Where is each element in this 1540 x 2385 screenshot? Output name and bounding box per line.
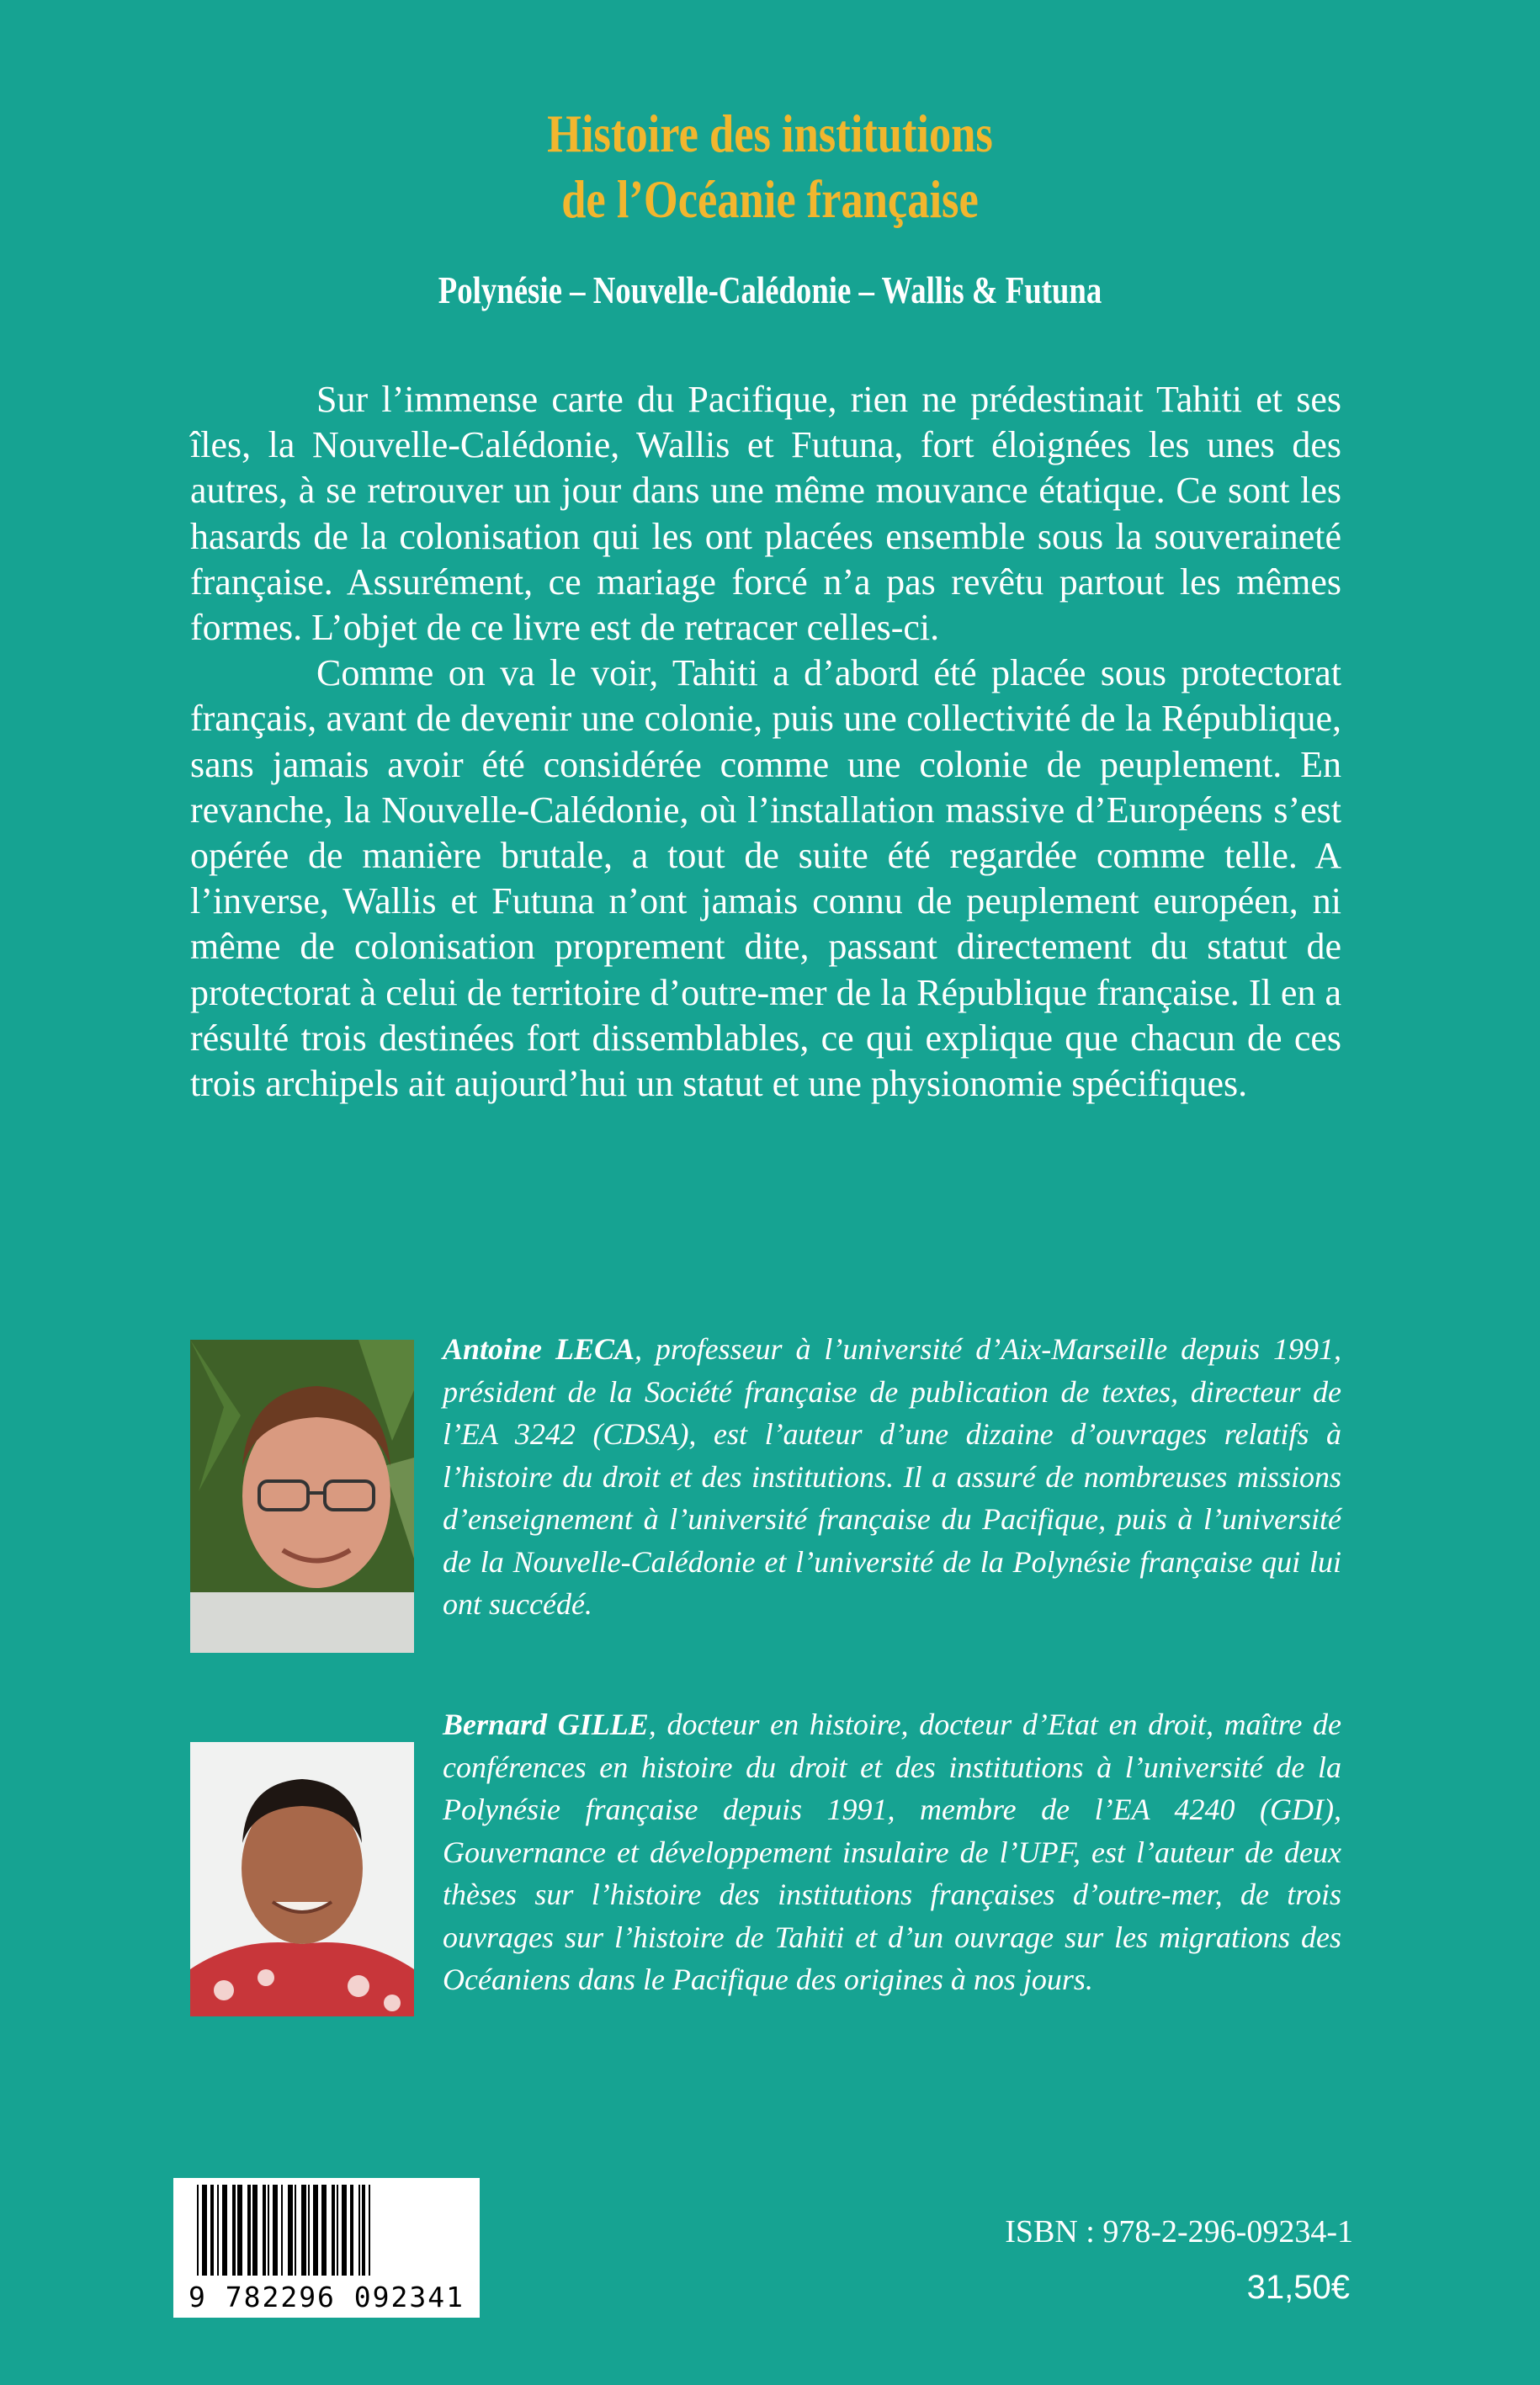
book-subtitle: Polynésie – Nouvelle-Calédonie – Wallis & Futuna bbox=[438, 268, 1102, 311]
barcode-bar bbox=[202, 2185, 207, 2276]
barcode-bar bbox=[342, 2185, 347, 2276]
author-bio-text-gille: , docteur en histoire, docteur d’Etat en droit, maître de conférences en histoire du droit et des institutions à l’université de la Polynésie française depuis 1991, membre de l’EA 4240 (GDI), Gouvernance et développement insulaire de l’UPF, est l’auteur de deux thèses sur l’histoire des institutions françaises d’outre-mer, de trois ouvrages sur l’histoire de Tahiti et d’un ouvrage sur les migrations des Océaniens dans le Pacifique des origines à nos jours. bbox=[443, 1708, 1342, 1996]
barcode-digits: 9 782296 092341 bbox=[188, 2281, 465, 2313]
book-title-line1: Histoire des institutions bbox=[547, 104, 993, 163]
summary-paragraph-1: Sur l’immense carte du Pacifique, rien ne prédestinait Tahiti et ses îles, la Nouvelle-Calédonie, Wallis et Futuna, fort éloignées les unes des autres, à se retrouver un jour dans une même mouvance étatique. Ce sont les hasards de la colonisation qui les ont placées ensemble sous la souveraineté française. Assurément, ce mariage forcé n’a pas revêtu partout les mêmes formes. L’objet de ce livre est de retracer celles-ci. bbox=[190, 379, 1341, 649]
portrait-leca-image bbox=[190, 1340, 414, 1653]
barcode-bar bbox=[362, 2185, 365, 2276]
portrait-gille-image bbox=[190, 1742, 414, 2016]
barcode-bar bbox=[288, 2185, 293, 2276]
summary-paragraph-2: Comme on va le voir, Tahiti a d’abord été placée sous protectorat français, avant de devenir une colonie, puis une collectivité de la République, sans jamais avoir été considérée comme une colonie de peuplement. En revanche, la Nouvelle-Calédonie, où l’installation massive d’Européens s’est opérée de manière brutale, a tout de suite été regardée comme telle. A l’inverse, Wallis et Futuna n’ont jamais connu de peuplement européen, ni même de colonisation proprement dite, passant directement du statut de protectorat à celui de territoire d’outre-mer de la République française. Il en a résulté trois destinées fort dissemblables, ce qui explique que chacun de ces trois archipels ait aujourd’hui un statut et une physionomie spécifiques. bbox=[190, 652, 1341, 1105]
author-photo-gille bbox=[190, 1742, 414, 2016]
barcode-bar bbox=[273, 2185, 278, 2276]
author-name-gille: Bernard GILLE bbox=[443, 1708, 649, 1741]
barcode-bars bbox=[173, 2178, 480, 2279]
barcode-bar bbox=[247, 2185, 251, 2276]
barcode-bar bbox=[301, 2185, 306, 2276]
author-photo-leca bbox=[190, 1340, 414, 1653]
isbn-barcode bbox=[173, 2178, 480, 2318]
isbn-number: ISBN : 978-2-296-09234-1 bbox=[1005, 2214, 1353, 2250]
barcode-bar bbox=[217, 2185, 219, 2276]
barcode-bar bbox=[252, 2185, 258, 2276]
barcode-bar bbox=[321, 2185, 327, 2276]
barcode-bar bbox=[197, 2185, 199, 2276]
barcode-bar bbox=[263, 2185, 266, 2276]
barcode-bar bbox=[313, 2185, 318, 2276]
barcode-bar bbox=[358, 2185, 360, 2276]
barcode-bar bbox=[308, 2185, 310, 2276]
author-bio-text-leca: , professeur à l’université d’Aix-Marseille depuis 1991, président de la Société française de publication de textes, directeur de l’EA 3242 (CDSA), est l’auteur d’une dizaine d’ouvrages relatifs à l’histoire du droit et des institutions. Il a assuré de nombreuses missions d’enseignement à l’université française du Pacifique, puis à l’université de la Nouvelle-Calédonie et l’université de la Polynésie française qui lui ont succédé. bbox=[443, 1332, 1341, 1621]
barcode-bar bbox=[268, 2185, 269, 2276]
barcode-bar bbox=[237, 2185, 242, 2276]
barcode-bar bbox=[232, 2185, 236, 2276]
book-title bbox=[139, 101, 1402, 232]
barcode-bar bbox=[295, 2185, 296, 2276]
barcode-bar bbox=[281, 2185, 283, 2276]
author-bio-leca bbox=[443, 1328, 1341, 1626]
barcode-bar bbox=[350, 2185, 353, 2276]
book-title-line2: de l’Océanie française bbox=[561, 169, 979, 229]
barcode-bar bbox=[337, 2185, 338, 2276]
barcode-bar bbox=[332, 2185, 335, 2276]
barcode-bar bbox=[210, 2185, 214, 2276]
author-name-leca: Antoine LECA bbox=[443, 1332, 635, 1366]
price: 31,50€ bbox=[1246, 2269, 1350, 2306]
summary-text bbox=[190, 377, 1341, 1107]
barcode-bar bbox=[369, 2185, 370, 2276]
author-bio-gille bbox=[443, 1703, 1341, 2001]
barcode-bar bbox=[222, 2185, 227, 2276]
